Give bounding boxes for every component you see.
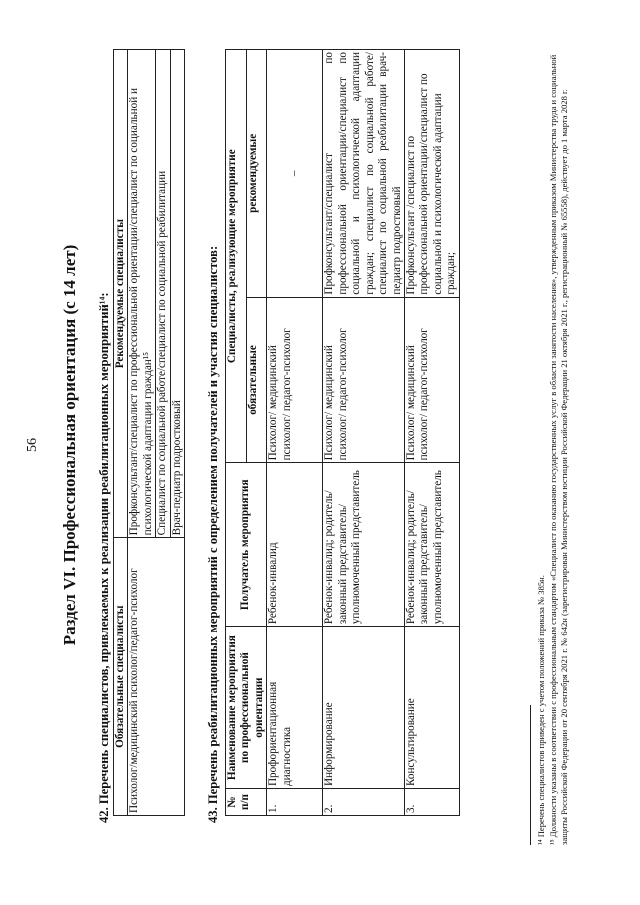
heading-42: 42. Перечень специалистов, привлекаемых к реализации реабилитационных мероприятий¹⁴: — [97, 292, 111, 823]
row-name: Консультирование — [404, 627, 459, 789]
row-num: 3. — [404, 789, 459, 816]
footnote-divider — [530, 705, 531, 845]
row-recommended: – — [267, 50, 323, 298]
table-row — [323, 50, 405, 816]
specialists-table — [113, 49, 185, 816]
row-num: 2. — [323, 789, 405, 816]
mandatory-header: Обязательные специалисты — [114, 538, 128, 816]
mandatory-subheader: обязательные — [246, 297, 267, 463]
recommended-cell: Врач-педиатр подростковый — [170, 50, 184, 538]
row-recipient: Ребенок-инвалид — [267, 463, 323, 627]
row-mandatory: Психолог/ медицинский психолог/ педагог-психолог — [323, 297, 405, 463]
recipient-header: Получатель мероприятия — [226, 463, 267, 627]
row-mandatory: Психолог/ медицинский психолог/ педагог-психолог — [267, 297, 323, 463]
table-row — [404, 50, 459, 816]
recommended-header: Рекомендуемые специалисты — [114, 50, 128, 538]
recommended-cell: Профконсультант/специалист по профессиональной ориентации/специалист по социальной и психологической адаптации граждан¹⁵ — [128, 50, 156, 538]
row-recommended: Профконсультант /специалист по профессиональной ориентации/специалист по социальной и психологической адаптации граждан; — [404, 50, 459, 298]
recommended-subheader: рекомендуемые — [246, 50, 267, 298]
recommended-cell: Специалист по социальной работе/специалист по социальной реабилитации — [156, 50, 170, 538]
name-header: Наименование мероприятия по профессиональной ориентации — [226, 627, 267, 789]
page-number: 56 — [25, 438, 40, 452]
section-title: Раздел VI. Профессиональная ориентация (с 14 лет) — [60, 244, 79, 646]
footnote-15: ¹⁵ Должности указаны в соответствии с профессиональным стандартом «Специалист по оказанию государственных услуг в области занятости населения», утвержденным приказом Министерства труда и социальной защиты Российской Федерации от 20 сентября 2021 г. № 642н (зарегистрирован Министерством юстиции Российской Федерации 21 октября 2021 г., регистрационный № 65558), действует до 1 марта 2028 г. — [548, 54, 569, 845]
row-mandatory: Психолог/ медицинский психолог/ педагог-психолог — [404, 297, 459, 463]
row-recipient: Ребенок-инвалид; родитель/ законный представитель/ уполномоченный представитель — [404, 463, 459, 627]
row-recommended: Профконсультант/специалист по профессиональной ориентации/специалист по социальной и психологической адаптации граждан; специалист по социальной работе/ специалист по социальной реабилитации врач-педиатр подростковый — [323, 50, 405, 298]
measures-table — [225, 49, 460, 816]
footnote-14: ¹⁴ Перечень специалистов приведен с учетом положений приказа № 385н. — [536, 575, 546, 845]
heading-43: 43. Перечень реабилитационных мероприятий с определением получателей и участия специалистов: — [206, 245, 220, 823]
specialists-header: Специалисты, реализующие мероприятие — [226, 50, 247, 463]
table-row — [267, 50, 323, 816]
row-num: 1. — [267, 789, 323, 816]
mandatory-cell: Психолог/медицинский психолог/педагог-психолог — [128, 538, 185, 816]
row-name: Информирование — [323, 627, 405, 789]
row-name: Профориентационная диагностика — [267, 627, 323, 789]
num-header: № п/п — [226, 789, 267, 816]
row-recipient: Ребенок-инвалид; родитель/ законный представитель/ уполномоченный представитель — [323, 463, 405, 627]
